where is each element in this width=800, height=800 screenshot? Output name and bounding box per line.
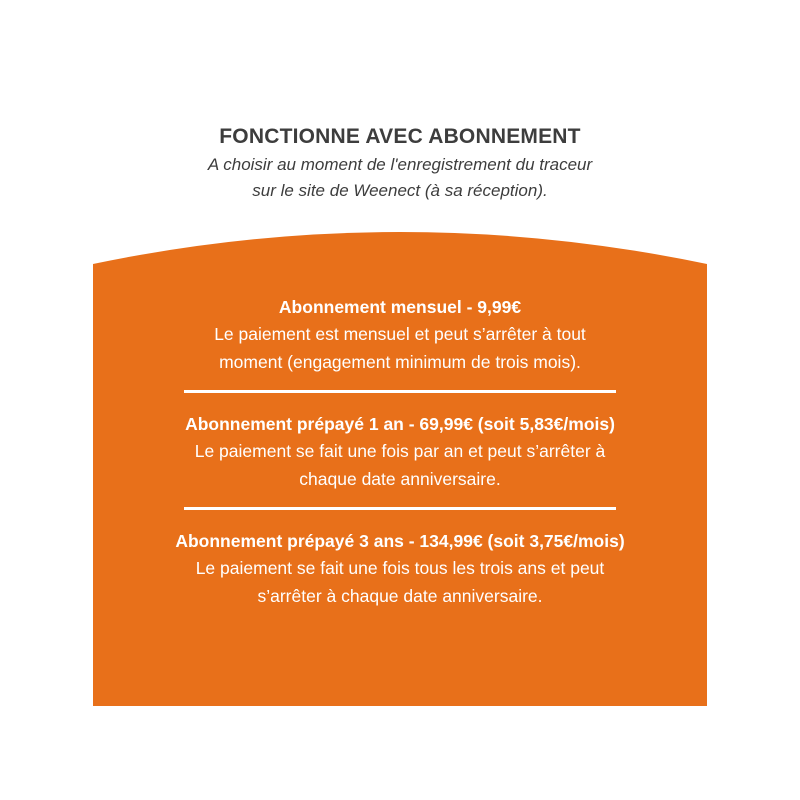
plan-title: Abonnement prépayé 1 an - 69,99€ (soit 5,83€/mois) <box>185 414 615 434</box>
plan-monthly <box>93 294 707 376</box>
plan-description-line-2: moment (engagement minimum de trois mois). <box>219 352 581 372</box>
plan-description-line-2: chaque date anniversaire. <box>299 469 501 489</box>
plan-description-line-1: Le paiement est mensuel et peut s’arrêter à tout <box>214 324 586 344</box>
plan-title: Abonnement prépayé 3 ans - 134,99€ (soit 3,75€/mois) <box>175 531 625 551</box>
subtitle-line-2: sur le site de Weenect (à sa réception). <box>252 181 548 200</box>
plan-prepaid-3-years <box>93 528 707 610</box>
divider <box>184 390 616 393</box>
plan-title: Abonnement mensuel - 9,99€ <box>278 297 522 317</box>
plan-list <box>93 294 707 610</box>
plan-description-line-1: Le paiement se fait une fois par an et peut s’arrêter à <box>194 441 606 461</box>
plan-description-line-2: s’arrêter à chaque date anniversaire. <box>257 586 543 606</box>
subscription-panel <box>93 232 707 706</box>
page-title: FONCTIONNE AVEC ABONNEMENT <box>219 125 581 148</box>
plan-prepaid-1-year <box>93 411 707 493</box>
header <box>0 122 800 204</box>
plan-description-line-1: Le paiement se fait une fois tous les trois ans et peut <box>195 558 605 578</box>
subtitle-line-1: A choisir au moment de l'enregistrement du traceur <box>207 155 593 174</box>
divider <box>184 507 616 510</box>
